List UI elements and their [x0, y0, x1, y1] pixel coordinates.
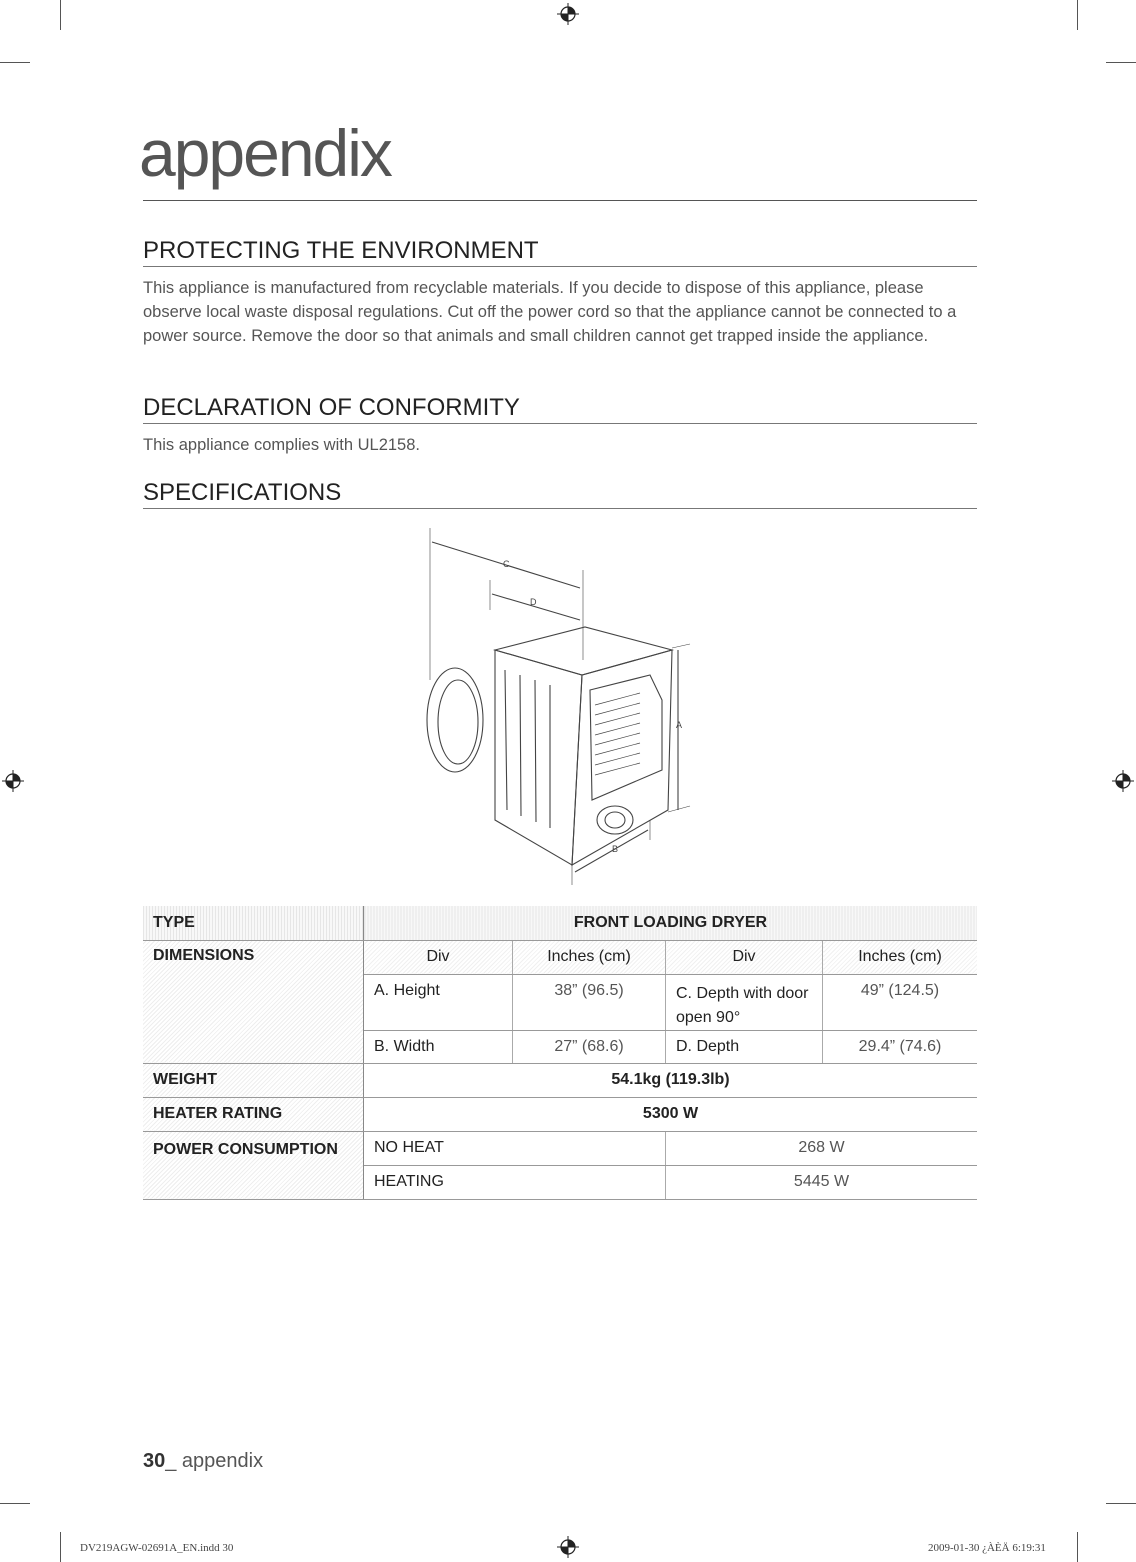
environment-paragraph: This appliance is manufactured from recyclable materials. If you decide to dispose of this appliance, please observe local waste disposal regulations. Cut off the power cord so that the appliance cannot be connected to a power source. Remove the door so that animals and small children cannot get trapped inside the appliance.: [143, 279, 957, 345]
print-slug-right: 2009-01-30 ¿ÀÈÄ 6:19:31: [928, 1542, 1046, 1554]
dimension-label: D. Depth: [666, 1030, 823, 1063]
specifications-table: [143, 906, 977, 1200]
section-heading-specifications: SPECIFICATIONS: [143, 480, 977, 509]
weight-label: WEIGHT: [143, 1063, 364, 1097]
dimension-value: 49” (124.5): [823, 974, 978, 1030]
power-mode-value: 5445 W: [666, 1165, 978, 1199]
chapter-title-text: appendix: [139, 116, 391, 190]
type-label: TYPE: [143, 906, 364, 940]
crop-mark: [60, 0, 61, 30]
crop-mark: [0, 62, 30, 63]
weight-value: 54.1kg (119.3lb): [364, 1063, 978, 1097]
registration-mark-icon: [557, 3, 579, 25]
conformity-paragraph: This appliance complies with UL2158.: [143, 436, 420, 454]
registration-mark-icon: [1112, 770, 1134, 792]
diagram-label-c: C: [503, 559, 510, 569]
chapter-title: [139, 116, 977, 201]
dimension-value: 38” (96.5): [513, 974, 666, 1030]
diagram-label-a: A: [676, 720, 683, 730]
dryer-dimension-diagram: [400, 520, 720, 890]
diagram-label-b: B: [612, 844, 619, 854]
page-number: 30: [143, 1450, 166, 1472]
crop-mark: [1106, 62, 1136, 63]
page-footer-label: _ appendix: [165, 1450, 264, 1472]
crop-mark: [1077, 0, 1078, 30]
dimension-label: C. Depth with door open 90°: [666, 974, 823, 1030]
crop-mark: [60, 1532, 61, 1562]
table-row: [143, 906, 977, 940]
table-row: [143, 1131, 977, 1165]
dimension-value: 29.4” (74.6): [823, 1030, 978, 1063]
dimension-label: A. Height: [364, 974, 513, 1030]
section-heading-conformity: DECLARATION OF CONFORMITY: [143, 395, 977, 424]
div-header: Div: [364, 940, 513, 974]
diagram-label-d: D: [530, 597, 537, 607]
power-mode-value: 268 W: [666, 1131, 978, 1165]
crop-mark: [0, 1503, 30, 1504]
unit-header: Inches (cm): [823, 940, 978, 974]
table-row: [143, 940, 977, 974]
power-mode-label: HEATING: [364, 1165, 666, 1199]
registration-mark-icon: [557, 1536, 579, 1558]
div-header: Div: [666, 940, 823, 974]
type-value: FRONT LOADING DRYER: [364, 906, 978, 940]
registration-mark-icon: [2, 770, 24, 792]
unit-header: Inches (cm): [513, 940, 666, 974]
dimension-label: B. Width: [364, 1030, 513, 1063]
heater-rating-label: HEATER RATING: [143, 1097, 364, 1131]
heater-rating-value: 5300 W: [364, 1097, 978, 1131]
table-row: [143, 1063, 977, 1097]
section-heading-environment: PROTECTING THE ENVIRONMENT: [143, 238, 977, 267]
print-slug-left: DV219AGW-02691A_EN.indd 30: [80, 1542, 234, 1554]
crop-mark: [1106, 1503, 1136, 1504]
power-mode-label: NO HEAT: [364, 1131, 666, 1165]
dimension-value: 27” (68.6): [513, 1030, 666, 1063]
crop-mark: [1077, 1532, 1078, 1562]
dimensions-label: DIMENSIONS: [143, 940, 364, 1063]
page-footer: [143, 1450, 263, 1473]
table-row: [143, 1097, 977, 1131]
power-consumption-label: POWER CONSUMPTION: [143, 1131, 364, 1199]
